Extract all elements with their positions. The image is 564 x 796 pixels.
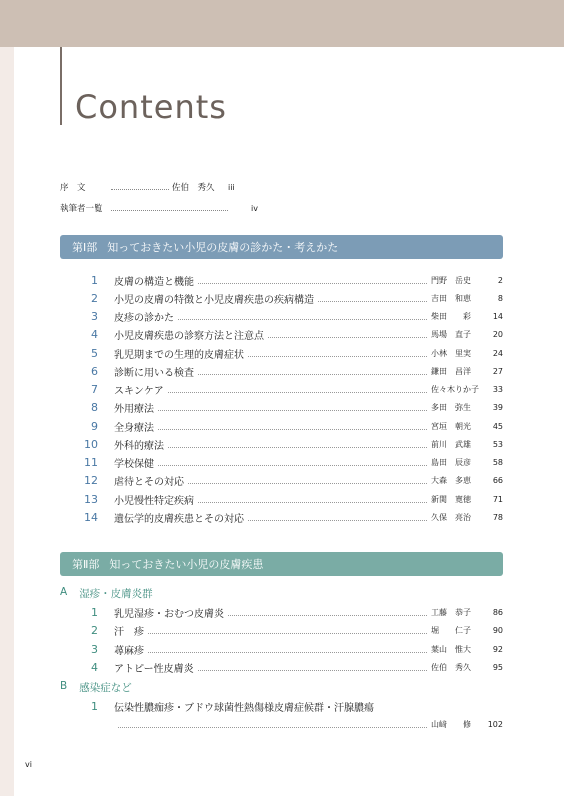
chapter-title: 診断に用いる検査 <box>114 367 194 379</box>
chapter-author: 久保 亮治 <box>431 512 471 522</box>
chapter-page: 58 <box>492 458 503 467</box>
chapter-entry[interactable] <box>60 362 503 380</box>
chapter-title: 外用療法 <box>114 404 154 416</box>
chapter-title: 皮疹の診かた <box>114 313 174 324</box>
prelim-label: 執筆者一覧 <box>60 204 103 214</box>
chapter-page: 92 <box>492 644 503 654</box>
leader-dots <box>158 465 427 466</box>
chapter-page: 86 <box>492 607 503 617</box>
chapter-number: 1 <box>91 605 98 619</box>
chapter-title: 全身療法 <box>114 422 154 434</box>
chapter-page: 95 <box>492 663 503 672</box>
leader-dots <box>198 502 427 503</box>
leader-dots <box>198 283 427 284</box>
part1-title: 知っておきたい小児の皮膚の診かた・考えかた <box>107 241 339 254</box>
chapter-number: 13 <box>84 492 98 506</box>
chapter-title: 皮膚の構造と機能 <box>114 276 194 288</box>
chapter-title: 学校保健 <box>114 459 154 470</box>
chapter-title: 乳児期までの生理的皮膚症状 <box>114 349 244 361</box>
chapter-title: 虐待とその対応 <box>114 477 184 489</box>
chapter-number: 5 <box>91 346 98 360</box>
chapter-title: 蕁麻疹 <box>114 645 144 657</box>
leader-dots <box>198 670 427 671</box>
chapter-page: 8 <box>497 293 503 303</box>
chapter-author: 宮垣 朝光 <box>431 421 471 431</box>
leader-dots <box>248 356 427 357</box>
chapter-author: 前川 武雄 <box>431 439 471 449</box>
title-rule <box>60 47 62 125</box>
chapter-title: 汗 疹 <box>114 627 144 638</box>
leader-dots <box>168 447 427 448</box>
prelim-page: iii <box>228 182 235 192</box>
chapter-author: 柴田 彩 <box>431 312 471 321</box>
chapter-number: 8 <box>91 401 98 415</box>
chapter-author: 多田 弥生 <box>431 403 471 413</box>
chapter-title: 乳児湿疹・おむつ皮膚炎 <box>114 608 224 620</box>
chapter-author: 葉山 惟大 <box>431 644 471 654</box>
chapter-author: 馬場 直子 <box>431 330 471 340</box>
chapter-title: 外科的療法 <box>114 440 164 452</box>
prelim-row[interactable] <box>60 181 235 193</box>
leader-dots <box>148 633 427 634</box>
chapter-page: 66 <box>492 476 503 486</box>
chapter-entry[interactable] <box>60 417 503 435</box>
chapter-number: 1 <box>91 699 98 713</box>
chapter-page: 2 <box>497 275 503 285</box>
leader-dots <box>188 483 427 484</box>
section-b-heading <box>60 680 132 695</box>
leader-dots <box>198 374 427 375</box>
chapter-entry[interactable] <box>60 508 503 526</box>
chapter-page: 45 <box>492 421 503 431</box>
chapter-author: 鎌田 昌洋 <box>431 366 471 376</box>
chapter-page: 102 <box>487 719 503 729</box>
page-title: Contents <box>75 88 227 126</box>
leader-dots <box>178 319 427 320</box>
chapter-number: 7 <box>91 383 98 396</box>
section-b-title: 感染症など <box>79 682 132 694</box>
chapter-author: 工藤 恭子 <box>431 607 471 617</box>
section-a-heading <box>60 586 153 601</box>
chapter-number: 12 <box>84 474 98 488</box>
chapter-entry[interactable] <box>60 344 503 362</box>
chapter-author: 小林 里実 <box>431 348 471 358</box>
part1-label: 第Ⅰ部 <box>72 241 98 254</box>
chapter-page: 39 <box>492 403 503 413</box>
leader-dots <box>248 520 427 521</box>
chapter-entry[interactable] <box>60 435 503 453</box>
part1-header <box>60 235 503 259</box>
chapter-title: 小児慢性特定疾病 <box>114 495 194 507</box>
chapter-title: アトピー性皮膚炎 <box>114 664 194 675</box>
prelim-row[interactable] <box>60 202 258 214</box>
chapter-author: 佐々木りか子 <box>431 385 479 394</box>
chapter-entry[interactable] <box>60 289 503 307</box>
leader-dots <box>111 210 228 211</box>
chapter-author: 堀 仁子 <box>431 626 471 635</box>
leader-dots <box>318 301 427 302</box>
chapter-author: 島田 辰彦 <box>431 458 471 467</box>
chapter-entry[interactable] <box>60 399 503 417</box>
chapter-number: 14 <box>84 510 98 524</box>
chapter-number: 10 <box>84 437 98 451</box>
chapter-entry[interactable] <box>60 490 503 508</box>
chapter-number: 2 <box>91 624 98 637</box>
chapter-author: 新関 寛徳 <box>431 494 471 504</box>
chapter-page: 20 <box>492 330 503 340</box>
chapter-entry[interactable] <box>60 622 503 640</box>
leader-dots <box>148 652 427 653</box>
chapter-number: 6 <box>91 364 98 378</box>
left-color-margin <box>0 47 14 796</box>
chapter-entry-continued <box>60 715 503 733</box>
chapter-entry[interactable] <box>60 308 503 326</box>
chapter-entry[interactable] <box>60 271 503 289</box>
chapter-page: 90 <box>492 626 503 635</box>
chapter-entry[interactable] <box>60 472 503 490</box>
leader-dots <box>118 727 427 728</box>
leader-dots <box>168 392 427 393</box>
chapter-author: 吉田 和恵 <box>431 293 471 303</box>
chapter-page: 33 <box>492 385 503 394</box>
section-a-letter: A <box>60 586 68 598</box>
chapter-author: 佐伯 秀久 <box>431 663 471 672</box>
chapter-title: 小児の皮膚の特徴と小児皮膚疾患の疾病構造 <box>114 294 314 306</box>
chapter-author: 山﨑 修 <box>431 719 471 729</box>
chapter-title: 伝染性膿痂疹・ブドウ球菌性熱傷様皮膚症候群・汗腺膿瘍 <box>114 702 374 714</box>
leader-dots <box>111 189 169 190</box>
leader-dots <box>158 429 427 430</box>
chapter-entry[interactable] <box>60 659 503 677</box>
chapter-entry[interactable] <box>60 454 503 472</box>
section-a-title: 湿疹・皮膚炎群 <box>79 588 153 600</box>
chapter-number: 4 <box>91 328 98 342</box>
chapter-title: 遺伝学的皮膚疾患とその対応 <box>114 513 244 525</box>
chapter-number: 2 <box>91 291 98 305</box>
leader-dots <box>268 337 427 338</box>
chapter-number: 9 <box>91 419 98 433</box>
chapter-number: 11 <box>84 456 98 469</box>
chapter-entry[interactable] <box>60 381 503 399</box>
chapter-author: 門野 岳史 <box>431 275 471 285</box>
chapter-entry[interactable] <box>60 640 503 658</box>
leader-dots <box>228 615 427 616</box>
section-b-letter: B <box>60 680 68 692</box>
chapter-title: スキンケア <box>114 386 164 397</box>
chapter-page: 78 <box>492 512 503 522</box>
prelim-page: iv <box>251 203 258 213</box>
chapter-page: 27 <box>492 366 503 376</box>
prelim-author: 佐伯 秀久 <box>172 183 215 193</box>
chapter-page: 71 <box>492 494 503 504</box>
chapter-entry[interactable] <box>60 603 503 621</box>
chapter-author: 大森 多恵 <box>431 476 471 486</box>
chapter-page: 14 <box>492 312 503 321</box>
part2-title: 知っておきたい小児の皮膚疾患 <box>109 558 264 571</box>
chapter-number: 1 <box>91 273 98 287</box>
part2-header <box>60 552 503 576</box>
chapter-entry[interactable] <box>60 697 503 715</box>
chapter-page: 53 <box>492 439 503 449</box>
chapter-number: 4 <box>91 661 98 674</box>
chapter-number: 3 <box>91 642 98 656</box>
chapter-number: 3 <box>91 310 98 323</box>
part2-label: 第Ⅱ部 <box>72 558 100 571</box>
leader-dots <box>158 410 427 411</box>
prelim-label: 序 文 <box>60 183 86 193</box>
chapter-page: 24 <box>492 348 503 358</box>
top-color-band <box>0 0 564 47</box>
chapter-title: 小児皮膚疾患の診察方法と注意点 <box>114 331 264 343</box>
chapter-entry[interactable] <box>60 326 503 344</box>
page-folio: vi <box>25 760 32 769</box>
